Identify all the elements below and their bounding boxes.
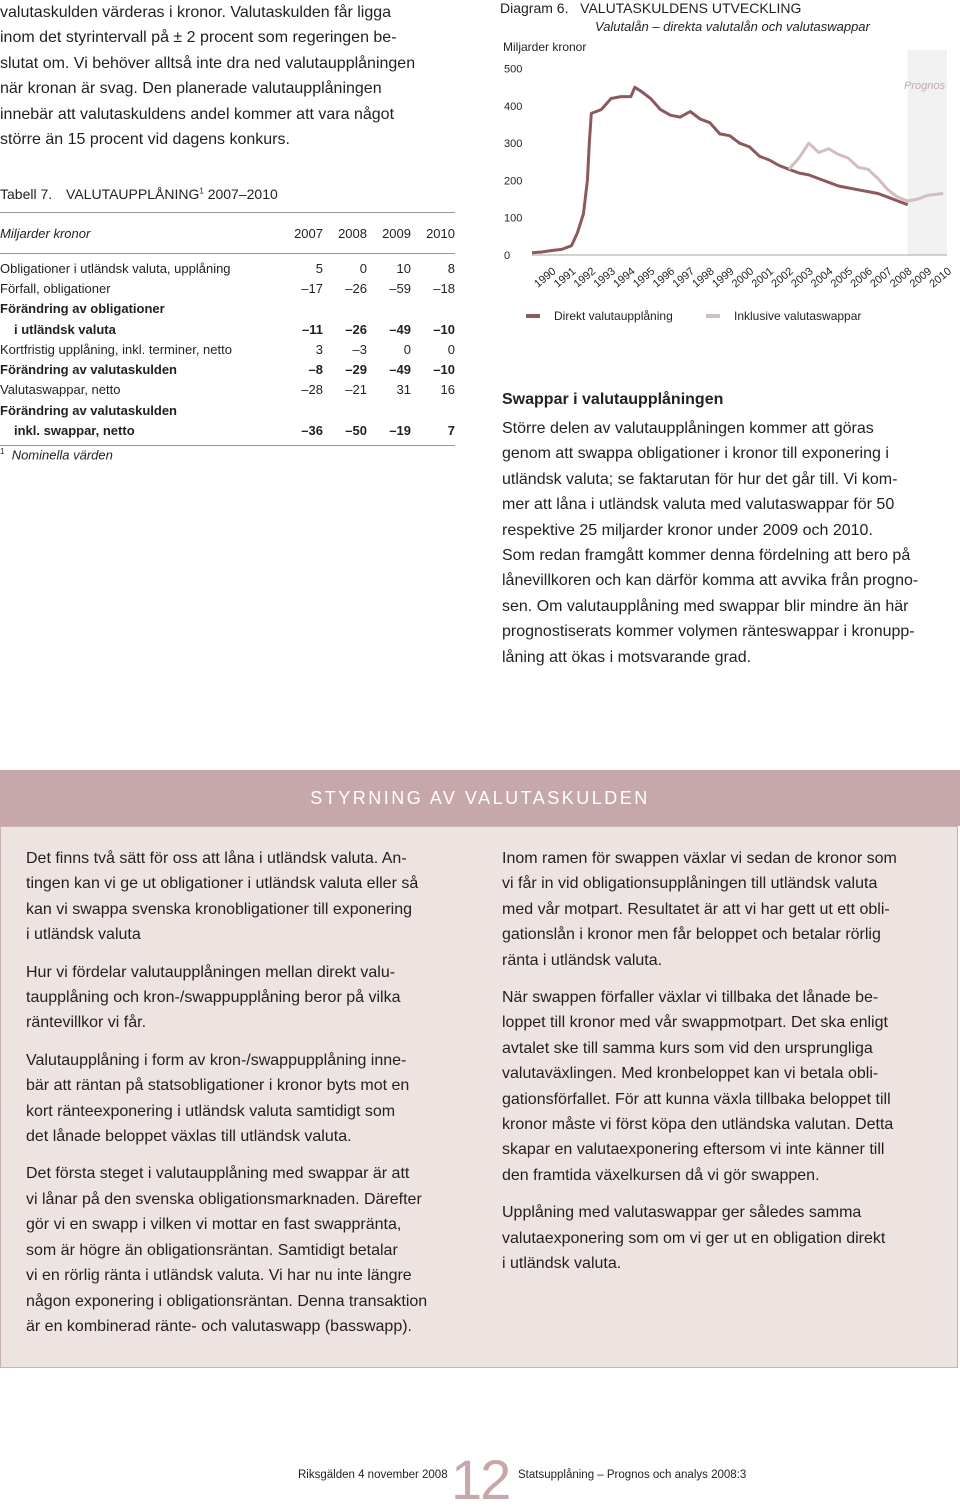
box-line: ränta i utländsk valuta. <box>502 951 663 969</box>
swap-heading: Swappar i valutaupplåningen <box>502 391 724 408</box>
table-cell: –10 <box>433 321 455 337</box>
table-cell: 3 <box>315 341 323 357</box>
box-left-column <box>26 846 466 1339</box>
intro-paragraph <box>0 0 460 152</box>
box-line: som är högre än obligationsräntan. Samtidigt betalar <box>26 1241 398 1259</box>
intro-line: slutat om. Vi behöver alltså inte dra ned valutaupplåningen <box>0 54 416 72</box>
box-line: Det finns två sätt för oss att låna i utländsk valuta. An- <box>26 850 407 867</box>
table-cell: –11 <box>302 321 323 337</box>
table-row <box>0 319 455 339</box>
table-cell: –10 <box>433 362 455 378</box>
x-tick-label: 2001 <box>749 265 777 291</box>
box-line: Hur vi fördelar valutaupplåningen mellan direkt valu- <box>26 963 396 981</box>
swap-line: respektive 25 miljarder kronor under 2009 och 2010. <box>502 521 873 539</box>
box-line: avtalet ske till samma kurs som vid den ursprungliga <box>502 1039 873 1057</box>
x-tick-label: 1993 <box>591 265 618 291</box>
x-tick-label: 1994 <box>611 265 638 291</box>
box-paragraph <box>26 960 466 1036</box>
box-line: Upplåning med valutaswappar ger således samma <box>502 1204 862 1222</box>
x-tick-label: 2010 <box>927 265 954 291</box>
x-tick-label: 1997 <box>670 265 697 291</box>
box-line: är en kombinerad ränte- och valutaswapp (basswapp). <box>26 1317 412 1335</box>
y-tick-label: 300 <box>504 138 523 151</box>
table-cell: –26 <box>345 321 367 337</box>
table-row <box>0 339 455 359</box>
table-cell: –59 <box>389 280 411 296</box>
x-tick-label: 2004 <box>808 265 836 291</box>
box-right-column <box>502 846 940 1277</box>
box-line: gationsförfallet. För att kunna växla tillbaka beloppet till <box>502 1090 891 1108</box>
table-cell: 8 <box>447 260 455 276</box>
table-cell: –36 <box>301 423 323 439</box>
footnote-mark: 1 <box>0 447 5 456</box>
y-tick-label: 200 <box>504 175 523 188</box>
table-cell: 0 <box>403 341 411 357</box>
box-line: bär att räntan på statsobligationer i kronor byts mot en <box>26 1077 410 1095</box>
box-paragraph <box>26 1161 466 1339</box>
intro-line: större än 15 procent vid dagens konkurs. <box>0 131 290 149</box>
chart-title: VALUTASKULDENS UTVECKLING <box>580 0 802 16</box>
swap-line: sen. Om valutaupplåning med swappar blir mindre än här <box>502 597 909 615</box>
table-row-label: Förändring av valutaskulden <box>0 362 177 378</box>
table-year-header: 2010 <box>426 225 455 241</box>
chart-svg <box>500 0 960 340</box>
table-cell: 10 <box>396 260 411 276</box>
table-cell: –49 <box>389 362 411 378</box>
x-tick-label: 2009 <box>907 265 935 291</box>
table-cell: –29 <box>345 362 367 378</box>
table-row <box>0 400 455 420</box>
table-row-label: i utländsk valuta <box>14 321 116 337</box>
table-row-label: Kortfristig upplåning, inkl. terminer, netto <box>0 341 232 357</box>
box-paragraph <box>502 846 940 973</box>
box-line: i utländsk valuta <box>26 926 141 944</box>
box-line: Det första steget i valutaupplåning med swappar är att <box>26 1165 410 1183</box>
chart-subtitle: Valutalån – direkta valutalån och valutaswappar <box>595 19 870 34</box>
x-tick-label: 2003 <box>789 265 816 291</box>
table-cell: –19 <box>389 423 411 439</box>
table-cell: –21 <box>345 382 367 398</box>
x-tick-label: 2007 <box>868 265 895 291</box>
table-cell: –17 <box>301 280 323 296</box>
x-tick-label: 2000 <box>729 265 757 291</box>
box-line: i utländsk valuta. <box>502 1255 622 1273</box>
box-line: det lånade beloppet växlas till utländsk valuta. <box>26 1128 352 1146</box>
table-row <box>0 258 455 278</box>
box-title: STYRNING AV VALUTASKULDEN <box>310 788 650 808</box>
chart-label: Diagram 6. <box>500 0 569 16</box>
table-row <box>0 299 455 319</box>
table-cell: 16 <box>440 382 455 398</box>
box-line: Inom ramen för swappen växlar vi sedan de kronor som <box>502 850 897 867</box>
swap-line: Som redan framgått kommer denna fördelning att bero på <box>502 547 911 565</box>
chart-diagram-6 <box>500 0 960 340</box>
swap-line: mer att låna i utländsk valuta med valutaswappar för 50 <box>502 496 895 514</box>
table-row-label: Förändring av valutaskulden <box>0 402 177 418</box>
table-unit: Miljarder kronor <box>0 225 91 241</box>
table-title-sup: 1 <box>199 186 204 196</box>
table-row-label: Obligationer i utländsk valuta, upplåning <box>0 260 231 276</box>
intro-line: när kronan är svag. Den planerade valutaupplåningen <box>0 80 382 98</box>
x-tick-label: 1990 <box>532 265 559 291</box>
y-tick-label: 100 <box>504 212 523 225</box>
table-row-label: Förfall, obligationer <box>0 280 111 296</box>
table-7 <box>0 186 455 446</box>
swap-line: låning att ökas i motsvarande grad. <box>502 648 752 666</box>
table-cell: –26 <box>345 280 367 296</box>
box-line: tingen kan vi ge ut obligationer i utländsk valuta eller så <box>26 875 419 893</box>
box-line: kronor måste vi först köpa den utländska valutan. Detta <box>502 1116 894 1134</box>
footnote-text: Nominella värden <box>11 447 113 463</box>
legend-label: Direkt valutaupplåning <box>554 309 673 323</box>
x-tick-label: 2008 <box>887 265 915 291</box>
table-row <box>0 380 455 400</box>
table-row-label: Förändring av obligationer <box>0 301 165 317</box>
footer-publisher: Riksgälden 4 november 2008 <box>298 1469 448 1481</box>
box-line: kan vi swappa svenska kronobligationer till exponering <box>26 900 412 918</box>
table-cell: 0 <box>359 260 367 276</box>
page-number: 12 <box>451 1448 510 1511</box>
swap-paragraph <box>502 416 957 670</box>
x-tick-label: 1995 <box>630 265 658 291</box>
table-cell: –8 <box>308 362 323 378</box>
table-year-header: 2009 <box>382 225 411 241</box>
box-line: valutaexponering som om vi ger ut en obligation direkt <box>502 1229 886 1247</box>
table-row <box>0 359 455 379</box>
table-cell: 7 <box>447 423 455 439</box>
series-line-0 <box>532 87 908 253</box>
box-line: vi en rörlig ränta i utländsk valuta. Vi har nu inte längre <box>26 1267 412 1285</box>
box-line: Valutaupplåning i form av kron-/swappupplåning inne- <box>26 1051 407 1069</box>
intro-line: innebär att valutaskuldens andel kommer att vara något <box>0 105 395 123</box>
swap-line: utländsk valuta; se faktarutan för hur det går till. Vi kom- <box>502 470 898 488</box>
swap-section <box>502 388 957 670</box>
table-row-label: inkl. swappar, netto <box>14 423 135 439</box>
table-year-header: 2007 <box>294 225 323 241</box>
table-caption <box>0 186 455 202</box>
table-cell: –50 <box>345 423 367 439</box>
table-label: Tabell 7. <box>0 186 53 202</box>
x-tick-label: 2002 <box>769 265 796 291</box>
legend-label: Inklusive valutaswappar <box>734 309 862 323</box>
swap-line: Större delen av valutaupplåningen kommer att göras <box>502 420 874 437</box>
intro-line: valutaskulden värderas i kronor. Valutaskulden får ligga <box>0 4 392 21</box>
box-line: kort ränteexponering i utländsk valuta samtidigt som <box>26 1102 396 1120</box>
table-row <box>0 420 455 440</box>
table-body <box>0 253 455 446</box>
x-tick-label: 1992 <box>571 265 599 291</box>
box-line: vi lånar på den svenska obligationsmarknaden. Därefter <box>26 1190 422 1208</box>
table-period: 2007–2010 <box>207 186 278 202</box>
x-tick-label: 2006 <box>848 265 875 291</box>
table-cell: 5 <box>315 260 323 276</box>
table-cell: 0 <box>447 341 455 357</box>
x-tick-label: 1999 <box>710 265 737 291</box>
table-year-header: 2008 <box>338 225 367 241</box>
table-cell: –18 <box>433 280 455 296</box>
y-tick-label: 500 <box>504 63 523 76</box>
swap-line: prognostiserats kommer volymen ränteswappar i kronupp- <box>502 623 915 641</box>
table-cell: –49 <box>389 321 411 337</box>
box-line: vi får in vid obligationsupplåningen till utländsk valuta <box>502 875 878 893</box>
box-line: När swappen förfaller växlar vi tillbaka det lånade be- <box>502 989 879 1007</box>
x-tick-label: 1991 <box>551 265 579 291</box>
box-paragraph <box>26 1048 466 1150</box>
box-line: någon exponering i obligationsräntan. Denna transaktion <box>26 1292 428 1310</box>
box-line: gör vi en swapp i vilken vi mottar en fast swappränta, <box>26 1216 402 1234</box>
box-line: valutaväxlingen. Med kronbeloppet kan vi betala obli- <box>502 1065 879 1083</box>
table-row-label: Valutaswappar, netto <box>0 382 121 398</box>
table-cell: 31 <box>396 382 411 398</box>
intro-line: inom det styrintervall på ± 2 procent som regeringen be- <box>0 29 397 47</box>
forecast-label: Prognos <box>904 80 945 92</box>
footer-publication: Statsupplåning – Prognos och analys 2008:3 <box>518 1469 747 1481</box>
table-footnote <box>0 447 113 462</box>
table-title: VALUTAUPPLÅNING <box>66 186 200 202</box>
swap-line: genom att swappa obligationer i kronor till exponering i <box>502 445 889 463</box>
box-line: taupplåning och kron-/swappupplåning beror på vilka <box>26 989 401 1007</box>
y-tick-label: 400 <box>504 100 523 113</box>
table-cell: –28 <box>301 382 323 398</box>
swap-line: lånevillkoren och kan därför komma att avvika från progno- <box>502 572 919 590</box>
x-tick-label: 2005 <box>828 265 856 291</box>
box-line: den framtida växelkursen då vi gör swappen. <box>502 1166 820 1184</box>
box-paragraph <box>26 846 466 948</box>
table-cell: –3 <box>352 341 367 357</box>
table-header <box>0 213 455 253</box>
x-tick-label: 1998 <box>690 265 717 291</box>
chart-y-unit: Miljarder kronor <box>503 40 587 54</box>
box-line: gationslån i kronor men får beloppet och betalar rörlig <box>502 926 881 944</box>
box-line: loppet till kronor med vår swappmotpart. Det ska enligt <box>502 1014 888 1032</box>
box-line: räntevillkor vi får. <box>26 1014 147 1032</box>
table-row <box>0 278 455 298</box>
box-paragraph <box>502 1200 940 1276</box>
box-paragraph <box>502 985 940 1188</box>
y-tick-label: 0 <box>504 250 511 262</box>
box-line: med vår motpart. Resultatet är att vi har gett ut ett obli- <box>502 900 890 918</box>
box-line: skapar en valutaexponering eftersom vi inte känner till <box>502 1141 885 1159</box>
x-tick-label: 1996 <box>650 265 678 291</box>
